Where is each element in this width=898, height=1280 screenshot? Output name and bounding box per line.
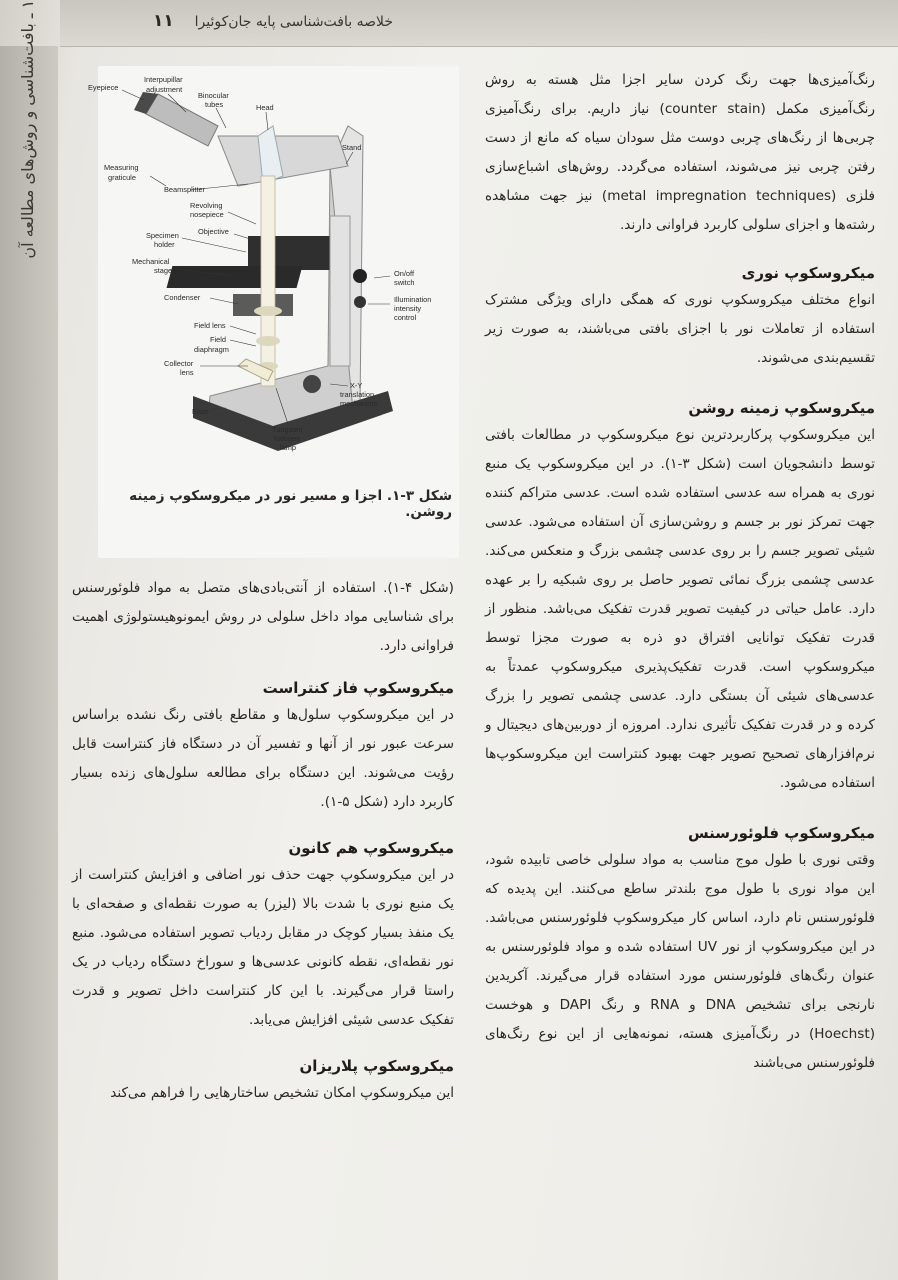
label-field-lens: Field lens — [194, 321, 226, 330]
figure-caption: شکل ۳-۱. اجزا و مسیر نور در میکروسکوپ زمینه روشن. — [129, 488, 452, 520]
heading-confocal: میکروسکوپ هم کانون — [288, 839, 454, 857]
label-measuring: Measuring — [104, 163, 139, 172]
polarizing-text: این میکروسکوپ امکان تشخیص ساختارهایی را فراهم می‌کند — [110, 1085, 454, 1101]
label-xy: X-Y — [350, 381, 363, 390]
intro-paragraph: رنگ‌آمیزی‌ها جهت رنگ کردن سایر اجزا مثل هسته به روش رنگ‌آمیزی مکمل (counter stain) نیاز داریم. برای رنگ‌آمیزی چربی‌ها از رنگ‌های چربی دوست مثل سودان سیاه که مانع از دست رفتن چربی نیز می‌شوند، استفاده می‌گردد. روش‌های اشباع‌سازی فلزی (metal impregnation techniques) نیز جهت مشاهده رشته‌ها و اجزای سلولی کاربرد فراوانی دارند. — [485, 72, 875, 233]
label-tungsten-2: halogen — [274, 434, 301, 443]
label-stand: Stand — [342, 143, 362, 152]
confocal-text: در این میکروسکوپ جهت حذف نور اضافی و افزایش کنتراست از یک منبع نوری با شدت بالا (لیزر) به صورت نقطه‌ای و صفحه‌ای با یک منفذ بسیار کوچک در مقابل ردیاب تصویر استفاده می‌شود. منبع نور نقطه‌ای، نقطه کانونی عدسی‌ها و سوراخ دستگاه ردیاب در یک راستا قرار می‌گیرند. با این کار کنتراست داخل تصویر و قدرت تفکیک عدسی شیئی افزایش می‌یابد. — [72, 867, 454, 1028]
label-xy-2: translation — [340, 390, 375, 399]
brightfield-text: این میکروسکوپ پرکاربردترین نوع میکروسکوپ در مطالعات بافتی توسط دانشجویان است (شکل ۳-۱). در این میکروسکوپ یک منبع نوری به همراه سه عدسی استفاده شده است. عدسی متراکم کننده جهت تمرکز نور بر جسم و روشن‌سازی آن استفاده می‌شود. عدسی شیئی تصویر جسم را بر روی عدسی چشمی بزرگ و منعکس می‌کند. عدسی چشمی بزرگ نمائی تصویر حاصل بر روی شبکیه را بر عهده دارد. عامل حیاتی در کیفیت تصویر قدرت تفکیک می‌باشد. منظور از قدرت تفکیک توانایی افتراق دو ذره به صورت مجزا توسط میکروسکوپ است. قدرت تفکیک‌پذیری میکروسکوپ عمدتاً به عدسی‌های شیئی آن بستگی دارد. عدسی چشمی تصویر را بزرگ کرده و در قدرت تفکیک تأثیری ندارد. امروزه از دوربین‌های دیجیتال و نرم‌افزارهای تصحیح تصویر جهت بهبود کنتراست این میکروسکوپ‌ها استفاده می‌شود. — [485, 427, 875, 791]
label-eyepiece: Eyepiece — [88, 83, 119, 92]
chapter-title: ۱ ـ بافت‌شناسی و روش‌های مطالعه آن — [18, 0, 37, 259]
label-binocular: Binocular — [198, 91, 229, 100]
label-measuring-2: graticule — [108, 173, 136, 182]
heading-light-microscope: میکروسکوپ نوری — [741, 264, 875, 282]
phase-contrast-text: در این میکروسکوپ سلول‌ها و مقاطع بافتی رنگ نشده براساس سرعت عبور نور از آنها و تفسیر آن در دستگاه فاز کنتراست قابل رؤیت می‌شوند. این دستگاه برای مطالعه سلول‌های زنده بسیار کاربرد دارد (شکل ۵-۱). — [72, 707, 454, 810]
microscope-figure — [88, 66, 459, 558]
heading-phase-contrast: میکروسکوپ فاز کنتراست — [262, 679, 454, 697]
label-xy-3: mechanism — [340, 399, 378, 408]
label-condenser: Condenser — [164, 293, 201, 302]
label-field-diaphragm: Field — [210, 335, 227, 344]
left-column — [72, 574, 454, 1108]
book-title: خلاصه بافت‌شناسی پایه جان‌کوئیرا — [194, 14, 393, 30]
label-objective: Objective — [198, 227, 229, 236]
label-tungsten-3: lamp — [280, 443, 297, 452]
chapter-side-tab — [0, 0, 58, 1280]
label-collector: Collector — [164, 359, 194, 368]
continuation-paragraph: (شکل ۴-۱). استفاده از آنتی‌بادی‌های متصل به مواد فلوئورسنس برای شناسایی مواد داخل سلولی در روش ایمونوهیستولوژی اهمیت فراوانی دارد. — [72, 580, 454, 654]
label-collector-2: lens — [180, 368, 194, 377]
page-number: ۱۱ — [153, 11, 174, 31]
label-base: Base — [192, 407, 209, 416]
right-column — [485, 66, 875, 1078]
light-microscope-text: انواع مختلف میکروسکوپ نوری که همگی دارای ویژگی مشترک استفاده از تعاملات نور با اجزای بافتی می‌باشند، به صورت زیر تقسیم‌بندی می‌شوند. — [485, 292, 875, 366]
label-onoff: On/off — [394, 269, 414, 278]
heading-polarizing: میکروسکوپ پلاریزان — [299, 1057, 454, 1075]
label-beamsplitter: Beamsplitter — [164, 185, 206, 194]
label-illumination: Illumination — [394, 295, 432, 304]
label-mechanical-2: stage — [154, 266, 173, 275]
heading-fluorescence: میکروسکوپ فلوئورسنس — [687, 824, 875, 842]
fluorescence-text: وقتی نوری با طول موج مناسب به مواد سلولی خاصی تابیده شود، این مواد نوری با طول موج بلندتر ساطع می‌کنند. این پدیده که فلوئورسنس نام دارد، اساس کار میکروسکوپ فلوئورسنس می‌باشد. در این میکروسکوپ از نور UV استفاده شده و مواد فلوئورسنس به عنوان رنگ‌های فلوئورسنس مورد استفاده قرار می‌گیرند. آکریدین نارنجی برای تشخیص DNA و RNA و رنگ DAPI و هوخست (Hoechst) در رنگ‌آمیزی هسته، نمونه‌هایی از این نوع رنگ‌های فلوئورسنس می‌باشند — [485, 852, 876, 1071]
label-illumination-3: control — [394, 313, 417, 322]
label-tungsten: Tungsten — [272, 425, 303, 434]
label-head: Head — [256, 103, 274, 112]
label-interpupillar: Interpupillar — [144, 75, 183, 84]
label-mechanical: Mechanical — [132, 257, 170, 266]
label-revolving-2: nosepiece — [190, 210, 224, 219]
page-header — [60, 0, 898, 47]
label-specimen: Specimen — [146, 231, 179, 240]
label-binocular-2: tubes — [205, 100, 224, 109]
label-revolving: Revolving — [190, 201, 223, 210]
label-interpupillar-2: adjustment — [146, 85, 183, 94]
label-field-diaphragm-2: diaphragm — [194, 345, 229, 354]
heading-brightfield: میکروسکوپ زمینه روشن — [688, 399, 875, 417]
label-onoff-2: switch — [394, 278, 415, 287]
microscope-diagram — [88, 66, 459, 486]
label-illumination-2: intensity — [394, 304, 422, 313]
label-specimen-2: holder — [154, 240, 175, 249]
